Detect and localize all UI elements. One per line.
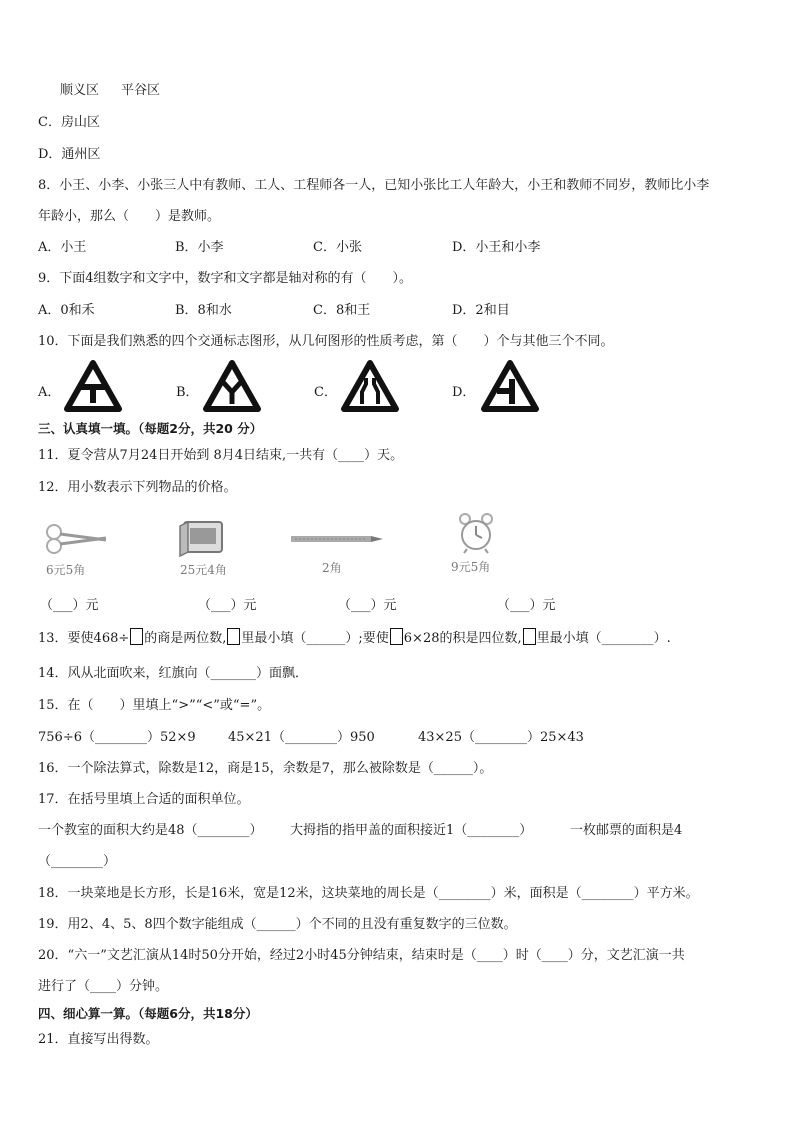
pencil-icon [291,533,385,545]
question-10: 10．下面是我们熟悉的四个交通标志图形，从几何图形的性质考虑，第（ ）个与其他三个不同。 [38,334,614,349]
price-caption-3: 2角 [322,561,342,575]
blank-box [390,628,403,645]
q10-label-a: A． [38,385,61,400]
q9-option-c: C．8和王 [313,303,371,318]
q15-item-2: 45×21（________）950 [228,730,375,745]
traffic-sign-y-junction-icon [203,360,261,412]
option-d: D．通州区 [38,147,101,162]
q9-option-b: B．8和水 [175,303,232,318]
q12-answer-2: （___）元 [198,598,257,613]
q8-option-d: D．小王和小李 [452,240,541,255]
question-20-cont: 进行了（____）分钟。 [38,979,169,994]
question-20: 20．“六一”文艺汇演从14时50分开始，经过2小时45分钟结束，结束时是（____）时（____）分，文艺汇演一共 [38,948,685,963]
q15-item-3: 43×25（________）25×43 [418,730,584,745]
question-15: 15．在（ ）里填上“>”“<”或“=”。 [38,698,271,713]
pencil-box-icon [176,518,226,558]
question-19: 19．用2、4、5、8四个数字能组成（______）个不同的且没有重复数字的三位数。 [38,917,517,932]
section-3-heading: 三、认真填一填。（每题2分，共20 分） [38,421,263,436]
question-11: 11．夏令营从7月24日开始到 8月4日结束,一共有（____）天。 [38,448,404,463]
q10-label-b: B． [176,385,199,400]
blank-box [227,628,240,645]
question-14: 14．风从北面吹来，红旗向（_______）面飘． [38,666,309,681]
q17-item-3-cont: （________） [38,854,117,869]
question-18: 18．一块菜地是长方形，长是16米，宽是12米，这块菜地的周长是（________）米，面积是（________）平方米。 [38,886,699,901]
traffic-sign-side-road-icon [481,360,539,412]
price-caption-4: 9元5角 [451,560,491,574]
q15-item-1: 756÷6（________）52×9 [38,730,196,745]
blank-box [523,628,536,645]
alarm-clock-icon [457,512,495,554]
q8-option-b: B．小李 [175,240,224,255]
option-text: 顺义区 平谷区 [60,83,161,98]
price-caption-2: 25元4角 [180,563,227,577]
q9-option-a: A．0和禾 [38,303,95,318]
question-21: 21．直接写出得数。 [38,1032,159,1047]
q12-answer-3: （___）元 [338,598,397,613]
scissors-icon [44,521,110,555]
traffic-sign-t-junction-icon [64,360,122,412]
q12-answer-4: （___）元 [497,598,556,613]
question-8: 8．小王、小李、小张三人中有教师、工人、工程师各一人，已知小张比工人年龄大，小王和教师不同岁，教师比小李 [38,178,710,193]
option-c: C．房山区 [38,115,100,130]
blank-box [130,628,143,645]
q8-option-c: C．小张 [313,240,362,255]
q17-item-3: 一枚邮票的面积是4 [570,823,683,838]
price-caption-1: 6元5角 [46,563,86,577]
q10-label-c: C． [314,385,337,400]
section-4-heading: 四、细心算一算。（每题6分，共18分） [38,1006,258,1021]
q17-item-2: 大拇指的指甲盖的面积接近1（________） [290,823,533,838]
q9-option-d: D．2和目 [452,303,510,318]
question-8-cont: 年龄小，那么（ ）是教师。 [38,209,221,224]
question-16: 16．一个除法算式，除数是12，商是15，余数是7，那么被除数是（______）。 [38,761,493,776]
question-9: 9．下面4组数字和文字中，数字和文字都是轴对称的有（ ）。 [38,271,413,286]
q12-answer-1: （___）元 [40,598,99,613]
question-17: 17．在括号里填上合适的面积单位。 [38,792,250,807]
traffic-sign-road-narrows-icon [341,360,399,412]
q8-option-a: A．小王 [38,240,87,255]
question-13: 13．要使468÷ 的商是两位数, 里最小填（______）;要使 6×28的积是四位数, 里最小填（________）. [38,628,671,648]
question-12: 12．用小数表示下列物品的价格。 [38,480,237,495]
q17-item-1: 一个教室的面积大约是48（________） [38,823,263,838]
q10-label-d: D． [452,385,476,400]
